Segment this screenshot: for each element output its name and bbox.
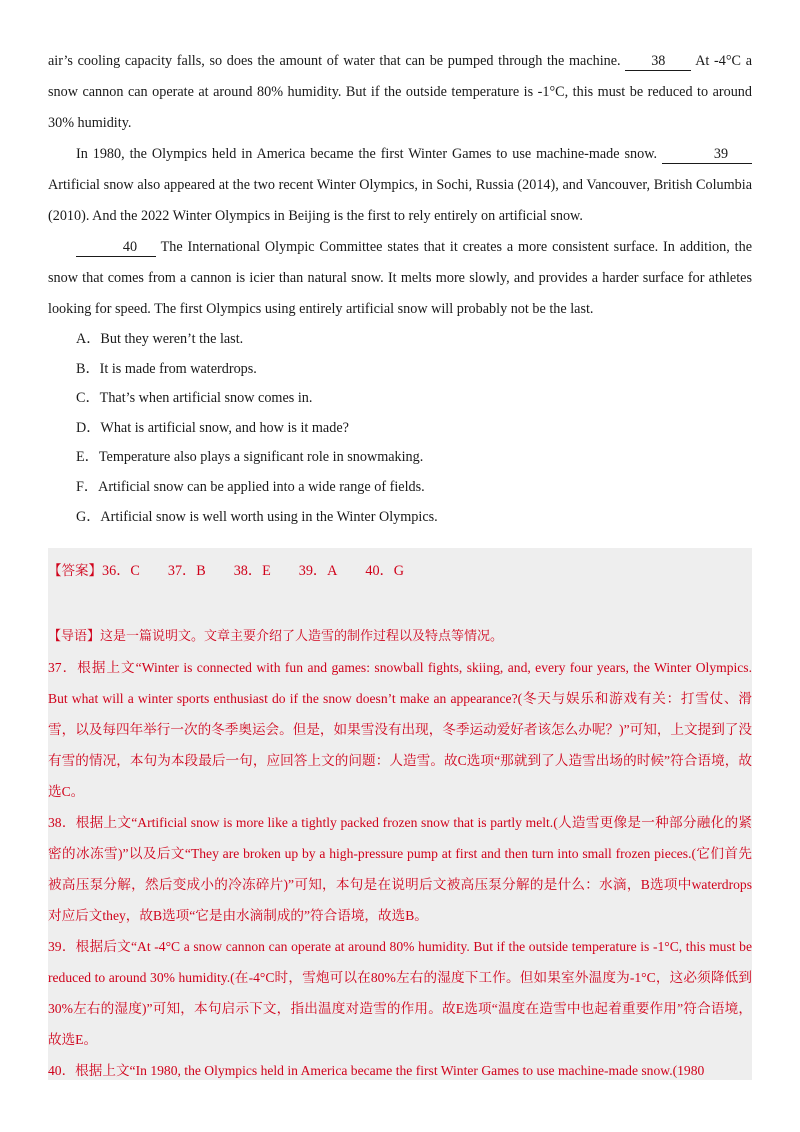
option-e: E．Temperature also plays a significant role in snowmaking. [76,449,424,466]
explanation-38: 38．根据上文“Artificial snow is more like a tightly packed frozen snow that is partly melt.(人造雪更像是一种部分融化的紧密的冰冻雪)”以及后文“They are broken up by a high-pressure pump at first and then turn into small frozen pieces.(它们首先被高压泵分解，然后变成小的冷冻碎片)”可知，本句是在说明后文被高压泵分解的是什么：水滴，B选项中waterdrops对应后文they，故B选项“它是由水滴制成的”符合语境，故选B。 [48,815,752,923]
paragraph-2 [48,139,752,232]
passage [48,46,752,532]
blank-38: 38 [625,52,691,71]
paragraph-1-text-cont: At -4°C a snow cannon can operate at around 80% humidity. But if the outside temperature is -1°C, this must be reduced to around 30% humidity. [48,53,752,131]
answer-section [48,548,752,1080]
option-c: C．That’s when artificial snow comes in. [76,390,313,407]
paragraph-2-text-cont: Artificial snow also appeared at the two recent Winter Olympics, in Sochi, Russia (2014), and Vancouver, British Columbia (2010). And the 2022 Winter Olympics in Beijing is the first to rely entirely on artificial snow. [48,177,752,224]
answer-40: 40．G [365,563,404,579]
option-f: F．Artificial snow can be applied into a wide range of fields. [76,478,425,495]
explanation-39: 39．根据后文“At -4°C a snow cannon can operate at around 80% humidity. But if the outside temperature is -1°C, this must be reduced to around 30% humidity.(在-4°C时，雪炮可以在80%左右的湿度下工作。但如果室外温度为-1°C，这必须降低到30%左右的湿度)”可知，本句启示下文，指出温度对造雪的作用。故E选项“温度在造雪中也起着重要作用”符合语境，故选E。 [48,939,752,1047]
answer-37: 37．B [167,563,206,579]
explanation-intro [48,620,752,652]
paragraph-2-text: In 1980, the Olympics held in America became the first Winter Games to use machine-made snow. [76,146,658,162]
options-list [48,325,752,532]
paragraph-1-text: air’s cooling capacity falls, so does the amount of water that can be pumped through the machine. [48,53,621,69]
option-a: A．But they weren’t the last. [76,331,244,347]
paragraph-3 [48,232,752,325]
intro-label: 【导语】 [48,629,101,644]
answer-38: 38．E [233,563,271,579]
answer-39: 39．A [298,563,338,579]
blank-40: 40 [76,238,156,257]
option-d: D．What is artificial snow, and how is it made? [76,419,349,436]
option-b: B．It is made from waterdrops. [76,360,257,377]
answer-label: 【答案】 [48,563,102,579]
intro-text: 这是一篇说明文。文章主要介绍了人造雪的制作过程以及特点等情况。 [100,629,504,644]
answer-36: 36．C [102,563,140,579]
blank-39: 39 [662,145,752,164]
explanation-40: 40．根据上文“In 1980, the Olympics held in America became the first Winter Games to use machine-made snow.(1980 [48,1063,705,1078]
option-g: G．Artificial snow is well worth using in the Winter Olympics. [76,508,438,525]
paragraph-1 [48,46,752,139]
paragraph-3-text: The International Olympic Committee states that it creates a more consistent surface. In addition, the snow that comes from a cannon is icier than natural snow. It melts more slowly, and provides a harder surface for athletes looking for speed. The first Olympics using entirely artificial snow will probably not be the last. [48,239,752,317]
explanation-37: 37．根据上文“Winter is connected with fun and games: snowball fights, skiing, and, every four years, the Winter Olympics. But what will a winter sports enthusiast do if the snow doesn’t make an appearance?(冬天与娱乐和游戏有关：打雪仗、滑雪，以及每四年举行一次的冬季奥运会。但是，如果雪没有出现，冬季运动爱好者该怎么办呢？)”可知，上文提到了没有雪的情况，本句为本段最后一句，应回答上文的问题：人造雪。故C选项“那就到了人造雪出场的时候”符合语境，故选C。 [48,660,752,799]
answer-line [48,560,432,582]
explanation [48,620,752,1086]
